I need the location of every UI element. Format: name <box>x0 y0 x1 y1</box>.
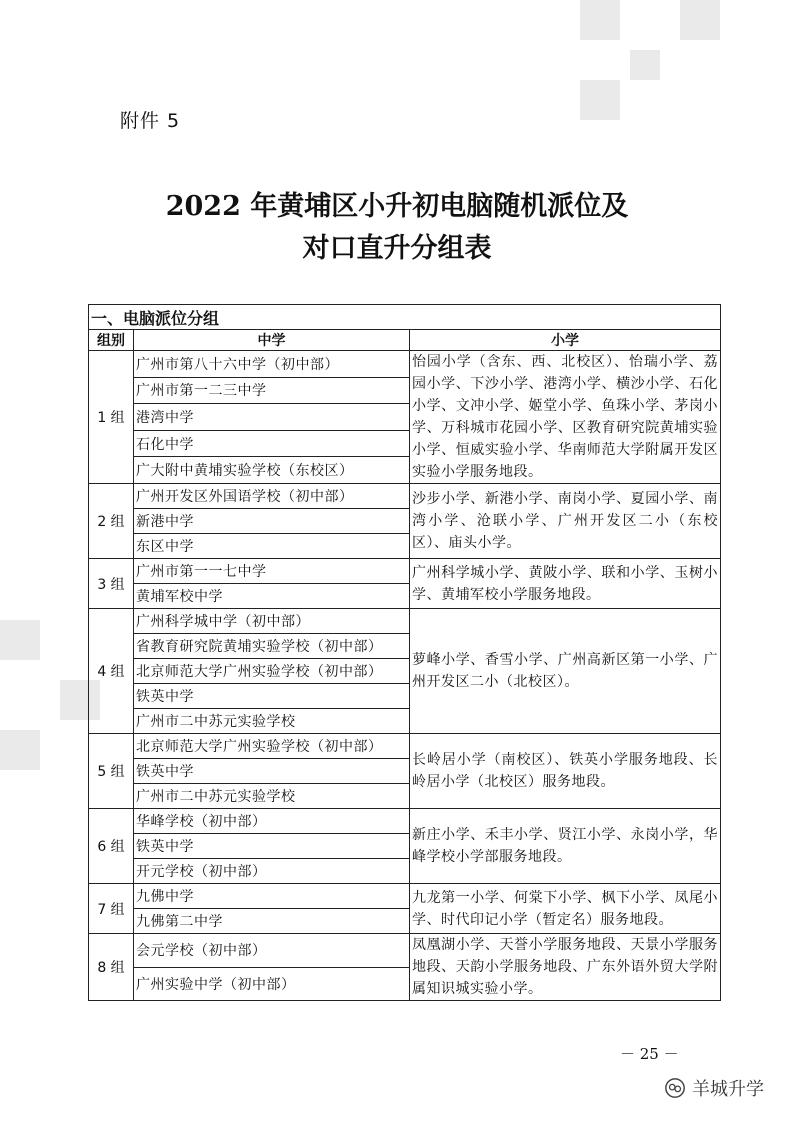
middle-school: 石化中学 <box>134 430 410 457</box>
group-label: 4 组 <box>89 609 134 734</box>
middle-school: 广州市第一一七中学 <box>134 559 410 584</box>
group-label: 3 组 <box>89 559 134 609</box>
primary-schools: 沙步小学、新港小学、南岗小学、夏园小学、南湾小学、沧联小学、广州开发区二小（东校区）、庙头小学。 <box>410 484 721 559</box>
middle-school: 广州市第八十六中学（初中部） <box>134 351 410 378</box>
primary-schools: 凤凰湖小学、天誉小学服务地段、天景小学服务地段、天韵小学服务地段、广东外语外贸大学附属知识城实验小学。 <box>410 934 721 1001</box>
header-group: 组别 <box>89 330 134 351</box>
attachment-label: 附件 5 <box>120 110 181 132</box>
middle-school: 港湾中学 <box>134 404 410 431</box>
middle-school: 华峰学校（初中部） <box>134 809 410 834</box>
middle-school: 铁英中学 <box>134 759 410 784</box>
middle-school: 黄埔军校中学 <box>134 584 410 609</box>
table-row <box>89 734 721 759</box>
section-title: 一、电脑派位分组 <box>89 305 721 330</box>
middle-school: 广州市二中苏元实验学校 <box>134 709 410 734</box>
header-primary: 小学 <box>410 330 721 351</box>
primary-schools: 广州科学城小学、黄陂小学、联和小学、玉树小学、黄埔军校小学服务地段。 <box>410 559 721 609</box>
middle-school: 北京师范大学广州实验学校（初中部） <box>134 659 410 684</box>
group-label: 8 组 <box>89 934 134 1001</box>
table-row <box>89 809 721 834</box>
primary-schools: 新庄小学、禾丰小学、贤江小学、永岗小学，华峰学校小学部服务地段。 <box>410 809 721 884</box>
primary-schools: 长岭居小学（南校区）、铁英小学服务地段、长岭居小学（北校区）服务地段。 <box>410 734 721 809</box>
watermark-brand-text: 羊城升学 <box>692 1079 764 1100</box>
group-label: 5 组 <box>89 734 134 809</box>
group-label: 2 组 <box>89 484 134 559</box>
primary-schools: 萝峰小学、香雪小学、广州高新区第一小学、广州开发区二小（北校区）。 <box>410 609 721 734</box>
group-label: 7 组 <box>89 884 134 934</box>
middle-school: 铁英中学 <box>134 834 410 859</box>
table-row <box>89 609 721 634</box>
middle-school: 九佛第二中学 <box>134 909 410 934</box>
middle-school: 开元学校（初中部） <box>134 859 410 884</box>
table-header-row <box>89 330 721 351</box>
primary-schools: 怡园小学（含东、西、北校区）、怡瑞小学、荔园小学、下沙小学、港湾小学、横沙小学、石化小学、文冲小学、姬堂小学、鱼珠小学、茅岗小学、万科城市花园小学、区教育研究院黄埔实验小学、恒威实验小学、华南师范大学附属开发区实验小学服务地段。 <box>410 351 721 484</box>
qr-watermark <box>580 0 720 120</box>
middle-school: 广州实验中学（初中部） <box>134 967 410 1001</box>
middle-school: 广州开发区外国语学校（初中部） <box>134 484 410 509</box>
middle-school: 省教育研究院黄埔实验学校（初中部） <box>134 634 410 659</box>
page-number: － 25 － <box>620 1045 679 1063</box>
middle-school: 会元学校（初中部） <box>134 934 410 968</box>
table-row <box>89 351 721 378</box>
middle-school: 新港中学 <box>134 509 410 534</box>
middle-school: 东区中学 <box>134 534 410 559</box>
middle-school: 广州市第一二三中学 <box>134 377 410 404</box>
middle-school: 北京师范大学广州实验学校（初中部） <box>134 734 410 759</box>
document-title-line2: 对口直升分组表 <box>302 233 492 264</box>
middle-school: 九佛中学 <box>134 884 410 909</box>
middle-school: 广州市二中苏元实验学校 <box>134 784 410 809</box>
table-row <box>89 559 721 584</box>
table-row <box>89 884 721 909</box>
middle-school: 铁英中学 <box>134 684 410 709</box>
grouping-table <box>88 304 721 1001</box>
middle-school: 广大附中黄埔实验学校（东校区） <box>134 457 410 484</box>
primary-schools: 九龙第一小学、何棠下小学、枫下小学、凤尾小学、时代印记小学（暂定名）服务地段。 <box>410 884 721 934</box>
wechat-icon <box>664 1077 686 1099</box>
group-label: 1 组 <box>89 351 134 484</box>
header-middle: 中学 <box>134 330 410 351</box>
table-row <box>89 934 721 968</box>
document-title-line1: 2022 年黄埔区小升初电脑随机派位及 <box>165 191 629 222</box>
middle-school: 广州科学城中学（初中部） <box>134 609 410 634</box>
wechat-watermark <box>664 1075 764 1101</box>
table-row <box>89 484 721 509</box>
group-label: 6 组 <box>89 809 134 884</box>
